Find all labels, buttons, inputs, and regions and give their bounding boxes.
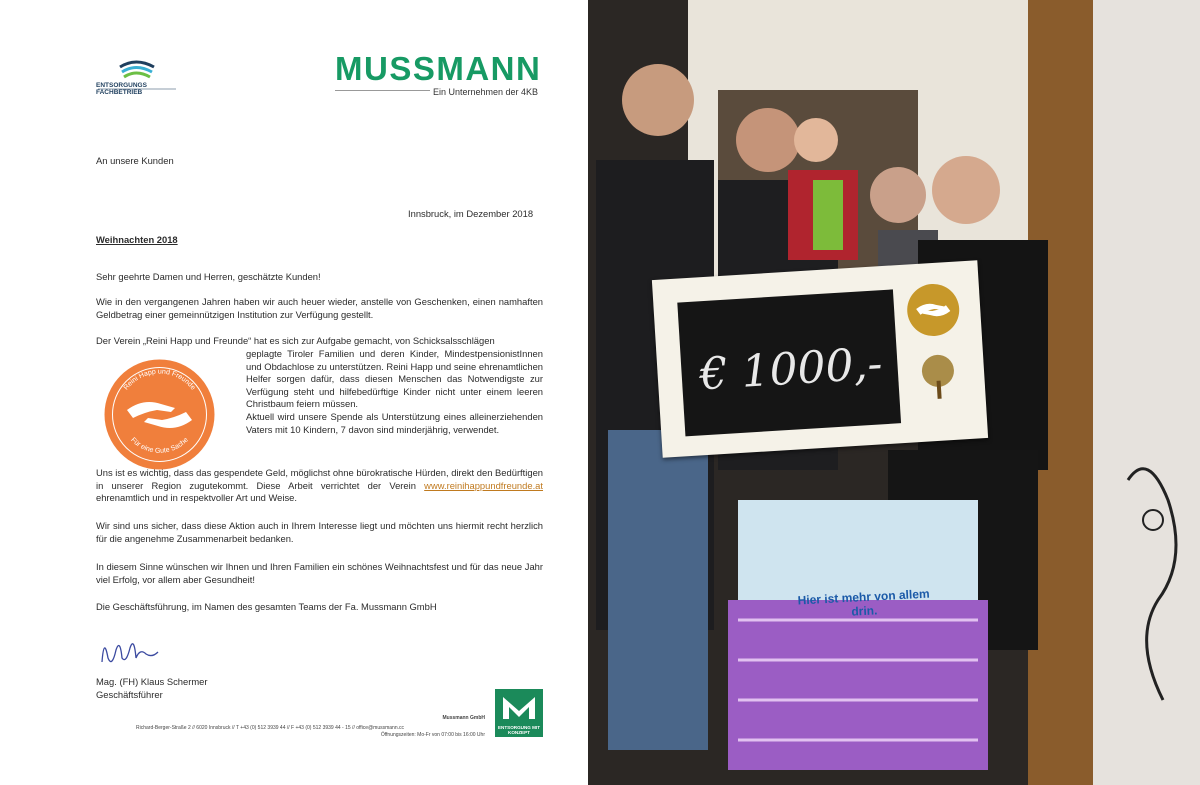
paragraph-2-first-line: Der Verein „Reini Happ und Freunde“ hat es sich zur Aufgabe gemacht, von Schicksalsschlägen (96, 335, 495, 346)
signer-name: Mag. (FH) Klaus Schermer (96, 676, 208, 687)
letter-page (0, 0, 588, 785)
salutation: An unsere Kunden (96, 155, 174, 166)
handwritten-signature (96, 628, 166, 672)
badge-text: ENTSORGUNG MIT KONZEPT (497, 725, 541, 735)
cheque-chalkboard (677, 289, 901, 436)
closing-line: Die Geschäftsführung, im Namen des gesamten Teams der Fa. Mussmann GmbH (96, 601, 437, 612)
paragraph-3 (96, 467, 543, 505)
reini-happ-charity-logo (103, 358, 216, 471)
charity-website-link[interactable]: www.reinihappundfreunde.at (424, 479, 544, 491)
donation-cheque (652, 260, 988, 458)
brand-tagline: Ein Unternehmen der 4KB (433, 87, 539, 97)
greeting: Sehr geehrte Damen und Herren, geschätzte Kunden! (96, 271, 321, 282)
donation-photo (588, 0, 1200, 785)
signer-title: Geschäftsführer (96, 688, 163, 700)
place-date: Innsbruck, im Dezember 2018 (408, 208, 534, 219)
m-logo-icon (495, 689, 543, 723)
entsorgungsfachbetrieb-label: ENTSORGUNGS FACHBETRIEB (96, 82, 147, 96)
mussmann-logo (335, 50, 543, 97)
paragraph-5: In diesem Sinne wünschen wir Ihnen und Ihren Familien ein schönes Weihnachtsfest und für das neue Jahr viel Erfolg, vor allem aber Gesundheit! (96, 561, 543, 585)
cheque-amount: € 1000,- (698, 338, 884, 401)
charity-logo-top-text: Reini Happ und Freunde (122, 368, 197, 392)
paragraph-3-start: Uns ist es wichtig, dass das gespendete Geld, möglichst ohne bürokratische Hürden, direkt den Bedürftigen in unserer Region zugutekommt. Diese Arbeit verrichtet der Verein (96, 467, 543, 491)
paragraph-2-body (246, 348, 543, 436)
logo-rule (335, 90, 430, 91)
charity-emblem-icon (905, 281, 962, 338)
charity-logo-bottom-text: Für eine Gute Sache (129, 436, 190, 455)
letter-subject: Weihnachten 2018 (96, 234, 178, 245)
footer-hours: Öffnungszeiten: Mo-Fr von 07:00 bis 16:00 Uhr (380, 732, 485, 738)
footer-company-block (350, 715, 485, 739)
mussmann-m-badge (495, 689, 543, 737)
paragraph-2-rest: geplagte Tiroler Familien und deren Kinder, MindestpensionistInnen und Obdachlose zu unterstützen. Reini Happ und seine ehrenamtlichen Helfer sorgen dafür, dass diesen Menschen das Notwendigste zur Verfügung steht und hilfebedürftige Kinder nicht unter einem leeren Christbaum feiern müssen. (246, 348, 543, 410)
paragraph-1: Wie in den vergangenen Jahren haben wir auch heuer wieder, anstelle von Geschenken, einen namhaften Geldbetrag einer gemeinnützigen Institution zur Verfügung gestellt. (96, 296, 543, 320)
paragraph-3-end: ehrenamtlich und in respektvoller Art und Weise. (96, 492, 297, 504)
paragraph-2-current: Aktuell wird unsere Spende als Unterstützung eines alleinerziehenden Vaters mit 10 Kindern, 7 davon sind minderjährig, verwendet. (246, 410, 543, 435)
footer-company: Mussmann GmbH (442, 715, 485, 721)
box-print-text: Hier ist mehr von allem drin. (797, 586, 930, 619)
signature-block (96, 676, 207, 701)
footer-address: Richard-Berger-Straße 2 // 6020 Innsbruck // T +43 (0) 512 3939 44 // F +43 (0) 512 3939 44 - 15 // office@mussmann.cc (136, 725, 404, 731)
tree-icon (911, 349, 966, 404)
brand-name: MUSSMANN (335, 50, 542, 87)
paragraph-4: Wir sind uns sicher, dass diese Aktion auch in Ihrem Interesse liegt und möchten uns hiermit recht herzlich für die angenehme Zusammenarbeit bedanken. (96, 520, 543, 544)
